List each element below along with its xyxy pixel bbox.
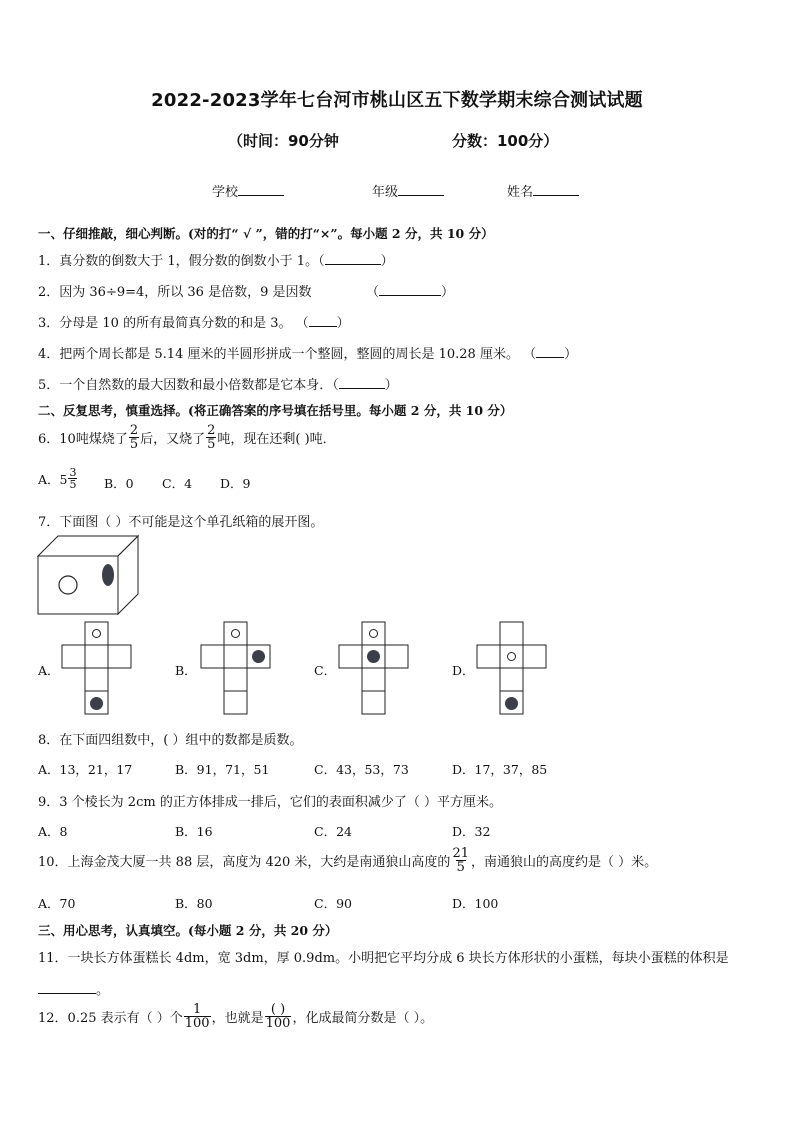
name-field: 姓名 (507, 181, 579, 200)
question-9: 9．3 个棱长为 2cm 的正方体排成一排后，它们的表面积减少了（ ）平方厘米。 (38, 795, 502, 810)
fraction-q6-2: $\frac{2}{5}$ (207, 423, 216, 452)
question-7-option-c: C． (314, 663, 337, 678)
question-5: 5．一个自然数的最大因数和最小倍数都是它本身．（ ） (38, 378, 398, 393)
question-9-option-a: A．8 (38, 824, 68, 839)
section2-heading: 二、反复思考，慎重选择。(将正确答案的序号填在括号里。每小题 2 分，共 10 分） (38, 403, 513, 418)
fraction-q6-1: $\frac{2}{5}$ (129, 423, 139, 452)
question-1: 1．真分数的倒数大于 1，假分数的倒数小于 1。（ ） (38, 254, 394, 269)
question-9-option-c: C．24 (314, 824, 352, 839)
fraction-q10: $\frac{21}{5}$ (452, 846, 469, 875)
grade-field: 年级 (372, 181, 444, 200)
question-8-option-d: D．17，37，85 (452, 762, 548, 777)
question-10-option-d: D．100 (452, 896, 499, 911)
section3-heading: 三、用心思考，认真填空。(每小题 2 分，共 20 分） (38, 923, 338, 938)
question-6-option-d: D．9 (220, 476, 251, 491)
question-2: 2．因为 36÷9=4，所以 36 是倍数，9 是因数 (38, 285, 312, 300)
question-6: 6．10吨煤烧了 $\frac{2}{5}$ 后，又烧了 $\frac{2}{5}$ 吨，现在还剩( )吨． (38, 423, 336, 452)
question-7: 7．下面图（ ）不可能是这个单孔纸箱的展开图。 (38, 515, 324, 530)
answer-blank-11 (38, 981, 96, 994)
question-7-option-d: D． (452, 663, 475, 678)
question-7-option-a: A． (38, 663, 60, 678)
question-6-option-c: C．4 (162, 476, 193, 491)
question-8: 8．在下面四组数中，( ）组中的数都是质数。 (38, 733, 303, 748)
question-8-option-c: C．43，53，73 (314, 762, 409, 777)
question-6-option-b: B．0 (104, 476, 134, 491)
school-field: 学校 (212, 181, 284, 200)
fraction-q12-2: $\frac{( )}{100}$ (265, 1002, 291, 1031)
question-10-option-b: B．80 (175, 896, 213, 911)
exam-score: 分数：100分） (452, 132, 559, 150)
question-11-answer: 。 (38, 979, 109, 998)
question-3: 3．分母是 10 的所有最简真分数的和是 3。 （ ） (38, 316, 350, 331)
fraction-q12-1: $\frac{1}{100}$ (184, 1002, 210, 1031)
question-10-option-a: A．70 (38, 896, 76, 911)
fraction-option-a: $\frac{3}{5}$ (69, 466, 77, 491)
question-10-option-c: C．90 (314, 896, 352, 911)
question-4: 4．把两个周长都是 5.14 厘米的半圆形拼成一个整圆，整圆的周长是 10.28 厘米。 （ ） (38, 347, 578, 362)
question-6-option-a: A．5 $\frac{3}{5}$ (38, 466, 77, 491)
exam-time: （时间：90分钟 (228, 132, 339, 150)
page-title: 2022-2023学年七台河市桃山区五下数学期末综合测试试题 (151, 90, 643, 111)
question-9-option-d: D．32 (452, 824, 491, 839)
question-8-option-a: A．13，21，17 (38, 762, 133, 777)
question-10: 10．上海金茂大厦一共 88 层，高度为 420 米，大约是南通狼山高度的 $\frac{21}{5}$ ，南通狼山的高度约是（ ）米。 (38, 846, 658, 875)
section1-heading: 一、仔细推敲，细心判断。(对的打“ √ ”，错的打“×”。每小题 2 分，共 10 分） (38, 226, 494, 241)
question-8-option-b: B．91，71，51 (175, 762, 270, 777)
question-7-option-b: B． (175, 663, 197, 678)
question-11: 11．一块长方体蛋糕长 4dm，宽 3dm，厚 0.9dm。小明把它平均分成 6 块长方体形状的小蛋糕，每块小蛋糕的体积是 (38, 951, 729, 966)
question-9-option-b: B．16 (175, 824, 213, 839)
question-2-answer: （ ） (366, 285, 455, 300)
question-12: 12．0.25 表示有（ ）个 $\frac{1}{100}$ ，也就是 $\frac{( )}{100}$ ，化成最简分数是（ ）。 (38, 1002, 434, 1031)
